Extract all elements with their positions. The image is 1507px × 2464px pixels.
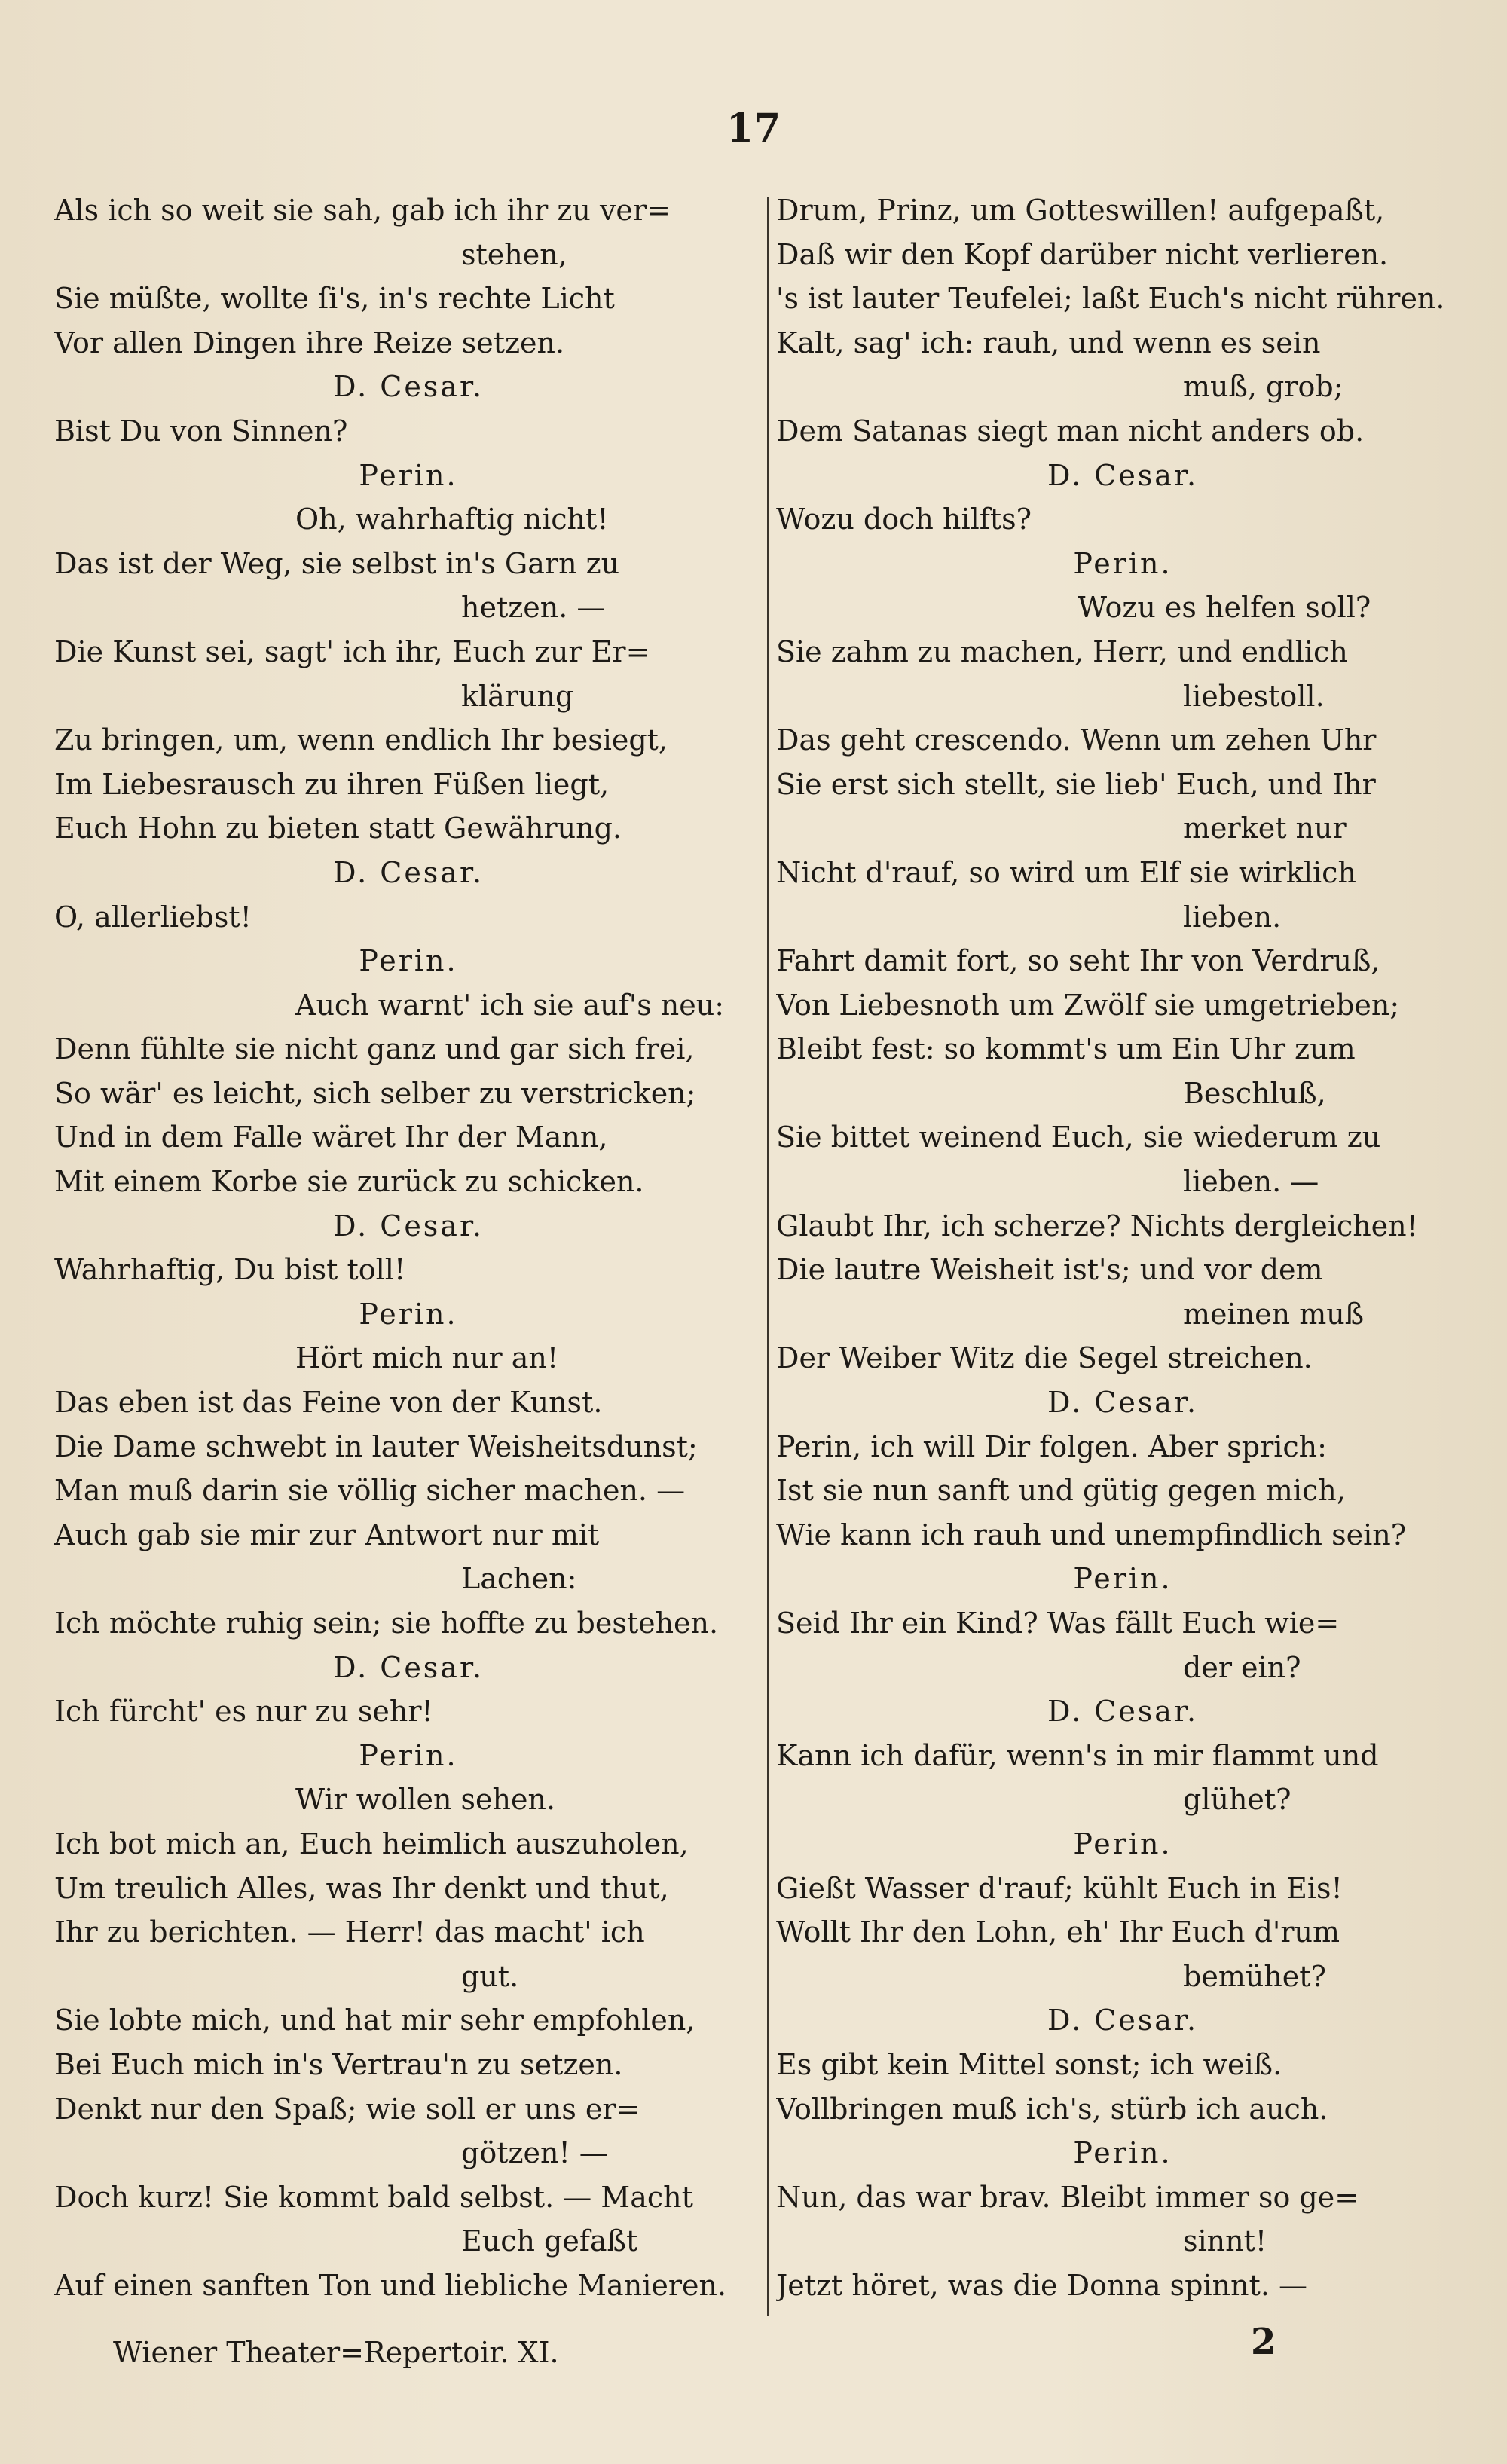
text-line: Denn fühlte sie nicht ganz und gar sich frei, <box>54 1032 695 1066</box>
text-line: Bist Du von Sinnen? <box>54 414 348 448</box>
text-line: Ich bot mich an, Euch heimlich auszuholen, <box>54 1827 689 1860</box>
text-line: Seid Ihr ein Kind? Was fällt Euch wie= <box>776 1606 1340 1640</box>
text-line: liebestoll. <box>1183 679 1325 713</box>
text-line: Kann ich dafür, wenn's in mir flammt und <box>776 1738 1379 1772</box>
text-line: Oh, wahrhaftig nicht! <box>295 503 609 537</box>
text-line: Das geht crescendo. Wenn um zehen Uhr <box>776 723 1377 757</box>
text-line: Bei Euch mich in's Vertrau'n zu setzen. <box>54 2047 623 2081</box>
text-line: Perin. <box>1073 1562 1172 1596</box>
text-line: Auf einen sanften Ton und liebliche Manieren. <box>54 2268 727 2302</box>
text-line: bemühet? <box>1183 1959 1326 1993</box>
text-line: O, allerliebst! <box>54 900 252 934</box>
text-line: stehen, <box>461 237 567 271</box>
text-line: Sie müßte, wollte ſi's, in's rechte Licht <box>54 282 615 316</box>
text-line: D. Cesar. <box>1047 2004 1199 2038</box>
text-line: glühet? <box>1183 1783 1291 1817</box>
text-line: Drum, Prinz, um Gotteswillen! aufgepaßt, <box>776 194 1385 227</box>
text-line: Perin. <box>359 1297 458 1331</box>
text-line: Daß wir den Kopf darüber nicht verlieren. <box>776 237 1389 271</box>
text-line: Doch kurz! Sie kommt bald selbst. — Macht <box>54 2180 693 2214</box>
text-line: Wie kann ich rauh und unempfindlich sein? <box>776 1518 1407 1551</box>
text-line: Der Weiber Witz die Segel streichen. <box>776 1341 1313 1375</box>
left-text-column <box>54 188 763 2308</box>
text-line: Perin. <box>359 1738 458 1772</box>
text-line: Beschluß, <box>1183 1076 1326 1110</box>
text-line: lieben. <box>1183 900 1282 934</box>
text-line: Von Liebesnoth um Zwölf sie umgetrieben; <box>776 988 1400 1022</box>
text-line: Auch warnt' ich sie auf's neu: <box>295 988 725 1022</box>
text-line: Perin. <box>1073 546 1172 580</box>
text-line: So wär' es leicht, sich selber zu verstricken; <box>54 1076 696 1110</box>
text-line: 's ist lauter Teufelei; laßt Euch's nicht rühren. <box>776 282 1445 316</box>
text-line: Lachen: <box>461 1562 577 1596</box>
text-line: Im Liebesrausch zu ihren Füßen liegt, <box>54 767 610 801</box>
text-line: Das eben ist das Feine von der Kunst. <box>54 1386 603 1420</box>
text-line: sinnt! <box>1183 2224 1267 2258</box>
text-line: D. Cesar. <box>332 370 485 404</box>
text-line: hetzen. — <box>461 591 606 625</box>
text-line: Vollbringen muß ich's, stürb ich auch. <box>776 2092 1328 2126</box>
text-line: Sie bittet weinend Euch, sie wiederum zu <box>776 1120 1381 1154</box>
text-line: Und in dem Falle wäret Ihr der Mann, <box>54 1120 608 1154</box>
text-line: der ein? <box>1183 1650 1301 1684</box>
text-line: Glaubt Ihr, ich scherze? Nichts dergleichen! <box>776 1209 1418 1243</box>
text-line: Nun, das war brav. Bleibt immer so ge= <box>776 2180 1359 2214</box>
text-line: meinen muß <box>1183 1297 1365 1331</box>
text-line: klärung <box>461 679 574 713</box>
text-line: D. Cesar. <box>332 855 485 889</box>
signature-mark: 2 <box>1251 2321 1276 2363</box>
text-line: Wollt Ihr den Lohn, eh' Ihr Euch d'rum <box>776 1915 1340 1949</box>
text-line: Perin. <box>359 944 458 978</box>
text-line: Mit einem Korbe sie zurück zu schicken. <box>54 1165 644 1199</box>
text-line: Perin, ich will Dir folgen. Aber sprich: <box>776 1429 1327 1463</box>
text-line: Hört mich nur an! <box>295 1341 559 1375</box>
text-line: Kalt, sag' ich: rauh, und wenn es sein <box>776 326 1321 359</box>
text-line: Ihr zu berichten. — Herr! das macht' ich <box>54 1915 645 1949</box>
text-line: Zu bringen, um, wenn endlich Ihr besiegt, <box>54 723 668 757</box>
text-line: D. Cesar. <box>1047 1695 1199 1729</box>
text-line: Es gibt kein Mittel sonst; ich weiß. <box>776 2047 1282 2081</box>
text-line: gut. <box>461 1959 519 1993</box>
text-line: Um treulich Alles, was Ihr denkt und thut, <box>54 1871 669 1905</box>
text-line: muß, grob; <box>1183 370 1343 404</box>
text-line: D. Cesar. <box>1047 1386 1199 1420</box>
text-line: Ist sie nun sanft und gütig gegen mich, <box>776 1474 1346 1508</box>
text-line: Sie lobte mich, und hat mir sehr empfohlen, <box>54 2004 695 2038</box>
text-line: Wir wollen sehen. <box>295 1783 556 1817</box>
text-line: Die Dame schwebt in lauter Weisheitsdunst; <box>54 1429 698 1463</box>
text-line: Man muß darin sie völlig sicher machen. — <box>54 1474 686 1508</box>
text-line: Ich möchte ruhig sein; sie hoffte zu bestehen. <box>54 1606 719 1640</box>
column-divider <box>767 197 769 2316</box>
text-line: D. Cesar. <box>1047 458 1199 492</box>
text-line: Ich fürcht' es nur zu sehr! <box>54 1695 433 1729</box>
text-line: Perin. <box>359 458 458 492</box>
text-line: D. Cesar. <box>332 1209 485 1243</box>
text-line: Jetzt höret, was die Donna spinnt. — <box>776 2268 1307 2302</box>
text-line: Euch Hohn zu bieten statt Gewährung. <box>54 812 622 845</box>
text-line: D. Cesar. <box>332 1650 485 1684</box>
text-line: Als ich so weit sie sah, gab ich ihr zu ver= <box>54 194 671 227</box>
text-line: Sie zahm zu machen, Herr, und endlich <box>776 634 1348 668</box>
text-line: Die Kunst sei, sagt' ich ihr, Euch zur Er= <box>54 634 650 668</box>
page-number: 17 <box>726 105 781 151</box>
text-line: Wozu es helfen soll? <box>1078 591 1371 625</box>
text-line: Gießt Wasser d'rauf; kühlt Euch in Eis! <box>776 1871 1343 1905</box>
text-line: Das ist der Weg, sie selbst in's Garn zu <box>54 546 620 580</box>
text-line: Die lautre Weisheit ist's; und vor dem <box>776 1253 1323 1287</box>
text-line: lieben. — <box>1183 1165 1319 1199</box>
text-line: Vor allen Dingen ihre Reize setzen. <box>54 326 565 359</box>
text-line: Euch gefaßt <box>461 2224 638 2258</box>
text-line: Bleibt fest: so kommt's um Ein Uhr zum <box>776 1032 1356 1066</box>
text-line: Dem Satanas siegt man nicht anders ob. <box>776 414 1365 448</box>
text-line: Perin. <box>1073 1827 1172 1860</box>
text-line: Wozu doch hilfts? <box>776 503 1032 537</box>
text-line: merket nur <box>1183 812 1347 845</box>
text-line: Perin. <box>1073 2136 1172 2170</box>
text-line: Denkt nur den Spaß; wie soll er uns er= <box>54 2092 640 2126</box>
text-line: götzen! — <box>461 2136 608 2170</box>
text-line: Nicht d'rauf, so wird um Elf sie wirklich <box>776 855 1356 889</box>
text-line: Sie erst sich stellt, sie lieb' Euch, und Ihr <box>776 767 1376 801</box>
text-line: Wahrhaftig, Du bist toll! <box>54 1253 406 1287</box>
footer-series-title: Wiener Theater=Repertoir. XI. <box>113 2336 559 2369</box>
text-line: Auch gab sie mir zur Antwort nur mit <box>54 1518 600 1551</box>
right-text-column <box>776 188 1469 2308</box>
text-line: Fahrt damit fort, so seht Ihr von Verdruß, <box>776 944 1380 978</box>
